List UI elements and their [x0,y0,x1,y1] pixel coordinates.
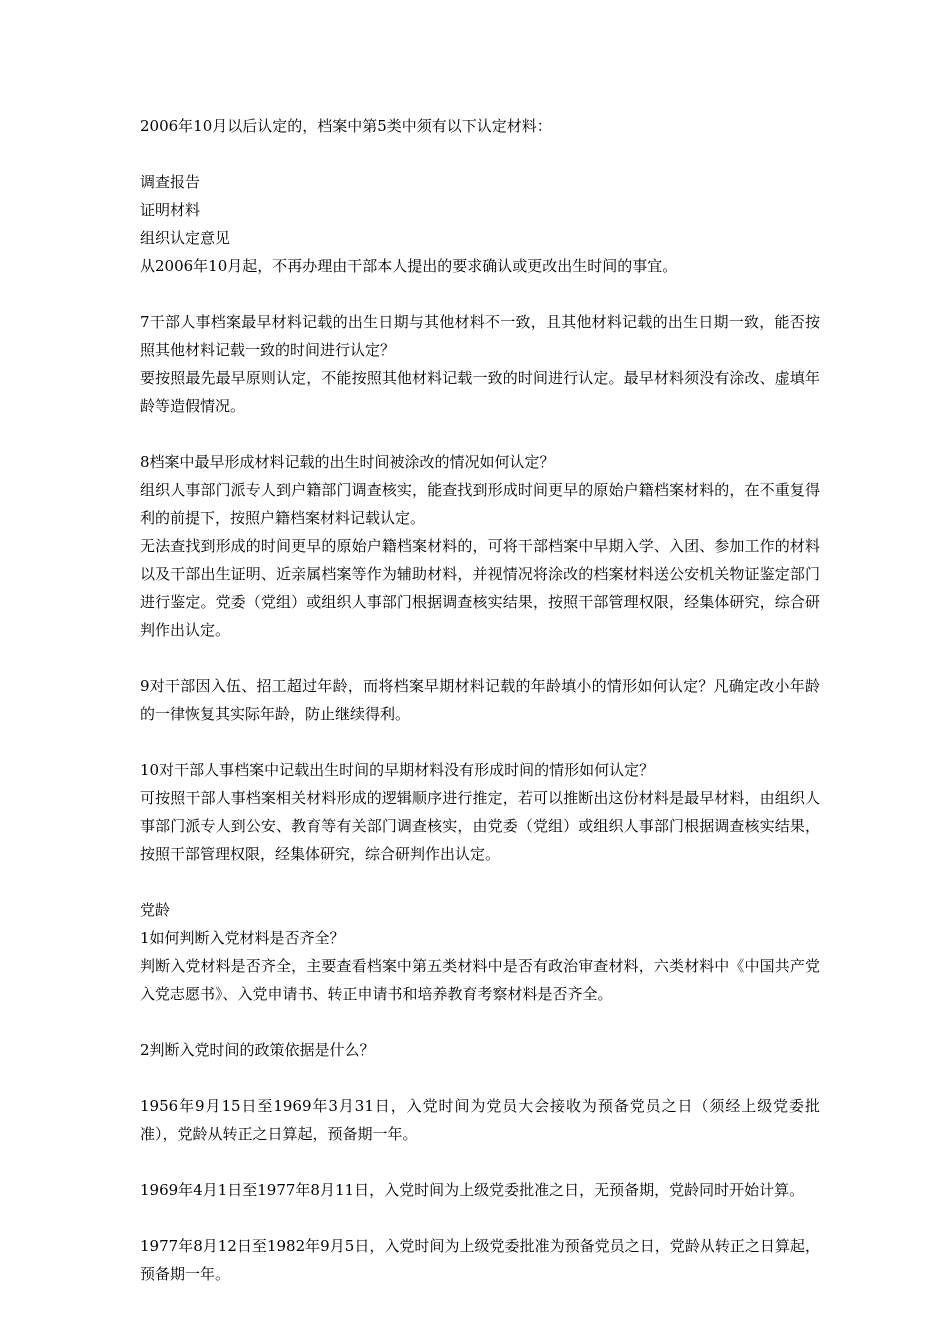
text-line: 2006年10月以后认定的，档案中第5类中须有以下认定材料： [140,117,552,135]
text-line: 调查报告 [140,173,201,191]
paragraph-block [140,896,820,1008]
paragraph-gap [140,280,820,308]
paragraph-gap [140,868,820,896]
paragraph-block [140,168,820,280]
paragraph-block [140,112,820,140]
paragraph-block [140,672,820,728]
answer-text: 可按照干部人事档案相关材料形成的逻辑顺序进行推定，若可以推断出这份材料是最早材料，由组织人事部门派专人到公安、教育等有关部门调查核实，由党委（党组）或组织人事部门根据调查核实结果，按照干部管理权限，经集体研究，综合研判作出认定。 [140,789,820,863]
paragraph-gap [140,644,820,672]
policy-period-text: 1969年4月1日至1977年8月11日，入党时间为上级党委批准之日，无预备期，党龄同时开始计算。 [140,1181,805,1199]
paragraph-block [140,308,820,420]
text-line: 组织认定意见 [140,229,231,247]
paragraph-gap [140,420,820,448]
text-line: 证明材料 [140,201,201,219]
question-heading: 2判断入党时间的政策依据是什么？ [140,1041,375,1059]
policy-period-text: 1977年8月12日至1982年9月5日，入党时间为上级党委批准为预备党员之日，党龄从转正之日算起，预备期一年。 [140,1237,820,1283]
document-body [140,112,820,1288]
paragraph-block [140,448,820,644]
section-title: 党龄 [140,901,171,919]
policy-period-text: 1956年9月15日至1969年3月31日，入党时间为党员大会接收为预备党员之日（须经上级党委批准），党龄从转正之日算起，预备期一年。 [140,1097,820,1143]
paragraph-gap [140,1204,820,1232]
answer-text: 组织人事部门派专人到户籍部门调查核实，能查找到形成时间更早的原始户籍档案材料的，在不重复得利的前提下，按照户籍档案材料记载认定。 [140,481,820,527]
paragraph-block [140,1176,820,1204]
paragraph-gap [140,140,820,168]
paragraph-gap [140,1148,820,1176]
question-heading: 7干部人事档案最早材料记载的出生日期与其他材料不一致，且其他材料记载的出生日期一致，能否按照其他材料记载一致的时间进行认定？ [140,313,820,359]
paragraph-block [140,756,820,868]
answer-text: 判断入党材料是否齐全，主要查看档案中第五类材料中是否有政治审查材料，六类材料中《中国共产党入党志愿书》、入党申请书、转正申请书和培养教育考察材料是否齐全。 [140,957,820,1003]
paragraph-gap [140,1064,820,1092]
paragraph-gap [140,728,820,756]
question-heading: 9对干部因入伍、招工超过年龄，而将档案早期材料记载的年龄填小的情形如何认定？凡确定改小年龄的一律恢复其实际年龄，防止继续得利。 [140,677,820,723]
paragraph-block [140,1036,820,1064]
paragraph-block [140,1232,820,1288]
answer-text: 无法查找到形成的时间更早的原始户籍档案材料的，可将干部档案中早期入学、入团、参加工作的材料以及干部出生证明、近亲属档案等作为辅助材料，并视情况将涂改的档案材料送公安机关物证鉴定部门进行鉴定。党委（党组）或组织人事部门根据调查核实结果，按照干部管理权限，经集体研究，综合研判作出认定。 [140,537,820,639]
paragraph-block [140,1092,820,1148]
question-heading: 1如何判断入党材料是否齐全？ [140,929,345,947]
paragraph-gap [140,1008,820,1036]
question-heading: 10对干部人事档案中记载出生时间的早期材料没有形成时间的情形如何认定？ [140,761,655,779]
question-heading: 8档案中最早形成材料记载的出生时间被涂改的情况如何认定？ [140,453,555,471]
text-line: 从2006年10月起，不再办理由干部本人提出的要求确认或更改出生时间的事宜。 [140,257,678,275]
answer-text: 要按照最先最早原则认定，不能按照其他材料记载一致的时间进行认定。最早材料须没有涂改、虚填年龄等造假情况。 [140,369,820,415]
